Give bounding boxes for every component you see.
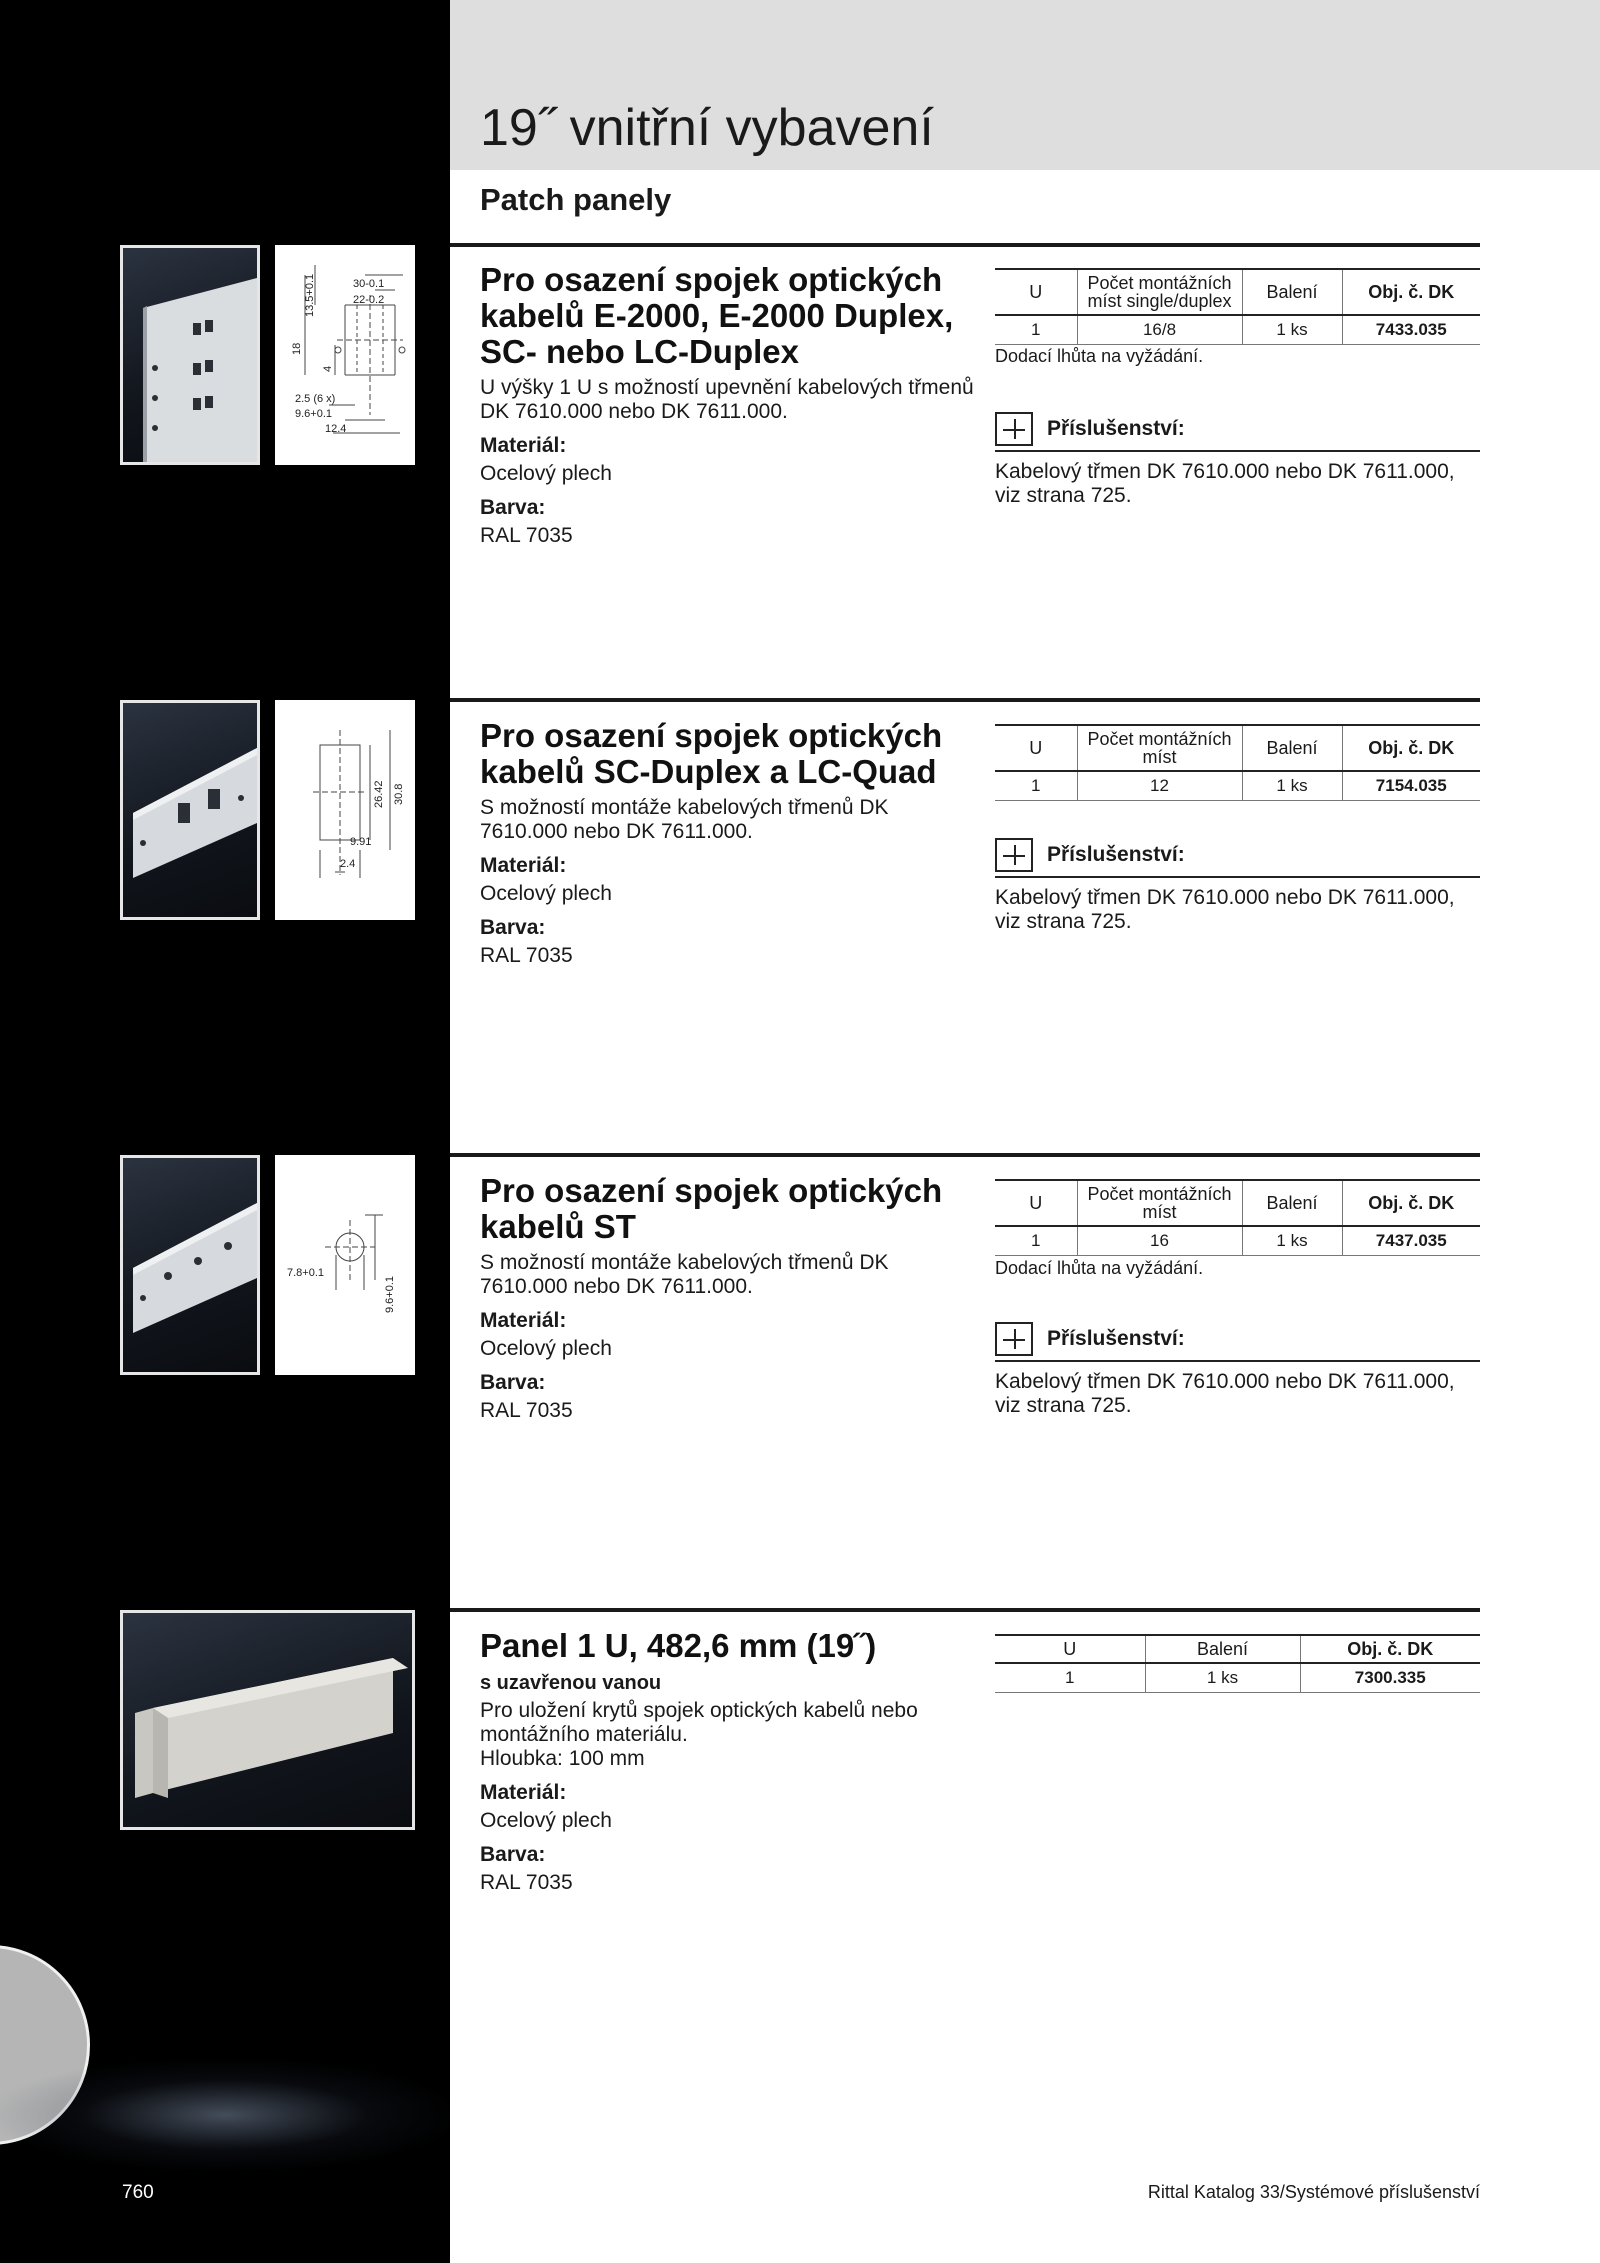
color-label: Barva:: [480, 916, 546, 939]
col-order: Obj. č. DK: [1342, 725, 1480, 771]
product-description: S možností montáže kabelových třmenů DK 7610.000 nebo DK 7611.000.: [480, 1251, 889, 1298]
dim-label: 9.91: [350, 836, 372, 848]
col-pack: Balení: [1242, 269, 1342, 315]
color-label: Barva:: [480, 496, 546, 519]
dimension-drawing-1: [275, 245, 415, 465]
decorative-glow: [0, 2060, 450, 2170]
product-2: [480, 718, 980, 968]
dim-label: 30.8: [393, 783, 405, 805]
product-title: Pro osazení spojek optických kabelů SC-Duplex a LC-Quad: [480, 717, 943, 790]
order-table-1: [995, 268, 1480, 345]
cell-pack: 1 ks: [1242, 1226, 1342, 1256]
cell-pack: 1 ks: [1242, 315, 1342, 345]
plus-icon: [995, 412, 1033, 446]
dim-label: 26.42: [373, 780, 385, 808]
cell-u: 1: [995, 1226, 1077, 1256]
col-u: U: [995, 1180, 1077, 1226]
table-row: [995, 1663, 1480, 1693]
cell-order: 7433.035: [1342, 315, 1480, 345]
accessories-label: Příslušenství:: [1047, 1327, 1185, 1350]
page-title: 19˝ vnitřní vybavení: [480, 99, 934, 157]
col-order: Obj. č. DK: [1342, 269, 1480, 315]
col-pack: Balení: [1242, 1180, 1342, 1226]
cell-count: 12: [1077, 771, 1242, 801]
cell-pack: 1 ks: [1145, 1663, 1300, 1693]
delivery-note: Dodací lhůta na vyžádání.: [995, 346, 1204, 366]
accessories-text: Kabelový třmen DK 7610.000 nebo DK 7611.000, viz strana 725.: [995, 460, 1455, 507]
product-photo-1: [120, 245, 260, 465]
product-description: Pro uložení krytů spojek optických kabelů nebo montážního materiálu.: [480, 1699, 918, 1746]
cell-u: 1: [995, 1663, 1145, 1693]
accessories-1: [995, 412, 1480, 508]
footer-catalog: Rittal Katalog 33/Systémové příslušenství: [1147, 2182, 1480, 2202]
dim-label: 22-0.2: [353, 294, 385, 306]
product-photo-2: [120, 700, 260, 920]
cell-u: 1: [995, 771, 1077, 801]
dim-label: 9.6+0.1: [295, 408, 333, 420]
order-table-2: [995, 724, 1480, 801]
cell-u: 1: [995, 315, 1077, 345]
table-row: [995, 771, 1480, 801]
col-u: U: [995, 1635, 1145, 1663]
cell-count: 16/8: [1077, 315, 1242, 345]
product-title: Pro osazení spojek optických kabelů ST: [480, 1172, 943, 1245]
accessories-text: Kabelový třmen DK 7610.000 nebo DK 7611.000, viz strana 725.: [995, 1370, 1455, 1417]
color-label: Barva:: [480, 1843, 546, 1866]
section-rule-1: [450, 243, 1480, 247]
cell-order: 7300.335: [1300, 1663, 1480, 1693]
product-3: [480, 1173, 980, 1423]
page-number: 760: [122, 2182, 154, 2203]
dimension-drawing-2: [275, 700, 415, 920]
accessories-text: Kabelový třmen DK 7610.000 nebo DK 7611.000, viz strana 725.: [995, 886, 1455, 933]
cell-order: 7437.035: [1342, 1226, 1480, 1256]
col-count: Počet montážních míst: [1077, 1180, 1242, 1226]
dim-label: 18: [291, 342, 303, 355]
cell-pack: 1 ks: [1242, 771, 1342, 801]
dimension-drawing-3: [275, 1155, 415, 1375]
section-rule-3: [450, 1153, 1480, 1157]
col-count: Počet montážních míst: [1077, 725, 1242, 771]
material-label: Materiál:: [480, 854, 567, 877]
color-value: RAL 7035: [480, 524, 573, 547]
material-value: Ocelový plech: [480, 882, 612, 905]
col-order: Obj. č. DK: [1300, 1635, 1480, 1663]
col-u: U: [995, 269, 1077, 315]
section-rule-4: [450, 1608, 1480, 1612]
product-depth: Hloubka: 100 mm: [480, 1747, 645, 1770]
dim-label: 12.4: [325, 423, 347, 435]
color-value: RAL 7035: [480, 944, 573, 967]
material-label: Materiál:: [480, 1781, 567, 1804]
dim-label: 13.5+0.1: [304, 273, 316, 317]
product-photo-3: [120, 1155, 260, 1375]
material-value: Ocelový plech: [480, 1337, 612, 1360]
col-count: Počet montážních míst single/duplex: [1077, 269, 1242, 315]
col-pack: Balení: [1145, 1635, 1300, 1663]
color-value: RAL 7035: [480, 1399, 573, 1422]
dim-label: 30-0.1: [353, 278, 385, 290]
material-value: Ocelový plech: [480, 1809, 612, 1832]
order-table-3: [995, 1179, 1480, 1256]
product-description: U výšky 1 U s možností upevnění kabelových třmenů DK 7610.000 nebo DK 7611.000.: [480, 376, 974, 423]
accessories-label: Příslušenství:: [1047, 843, 1185, 866]
accessories-3: [995, 1322, 1480, 1418]
product-title: Panel 1 U, 482,6 mm (19˝): [480, 1627, 877, 1664]
accessories-label: Příslušenství:: [1047, 417, 1185, 440]
color-value: RAL 7035: [480, 1871, 573, 1894]
dim-label: 2.5 (6 x): [295, 393, 336, 405]
accessories-2: [995, 838, 1480, 934]
order-table-4: [995, 1634, 1480, 1693]
plus-icon: [995, 838, 1033, 872]
col-u: U: [995, 725, 1077, 771]
material-value: Ocelový plech: [480, 462, 612, 485]
product-subtitle: s uzavřenou vanou: [480, 1672, 662, 1694]
section-rule-2: [450, 698, 1480, 702]
table-row: [995, 315, 1480, 345]
product-1: [480, 262, 980, 548]
dim-label: 7.8+0.1: [287, 1267, 325, 1279]
dim-label: 2.4: [340, 858, 356, 870]
plus-icon: [995, 1322, 1033, 1356]
delivery-note: Dodací lhůta na vyžádání.: [995, 1258, 1204, 1278]
product-description: S možností montáže kabelových třmenů DK 7610.000 nebo DK 7611.000.: [480, 796, 889, 843]
product-photo-4: [120, 1610, 415, 1830]
section-title: Patch panely: [480, 182, 672, 217]
product-title: Pro osazení spojek optických kabelů E-2000, E-2000 Duplex, SC- nebo LC-Duplex: [480, 261, 954, 370]
col-order: Obj. č. DK: [1342, 1180, 1480, 1226]
dim-label: 4: [322, 365, 334, 372]
color-label: Barva:: [480, 1371, 546, 1394]
dim-label: 9.6+0.1: [384, 1275, 396, 1313]
cell-order: 7154.035: [1342, 771, 1480, 801]
product-4: [480, 1628, 980, 1895]
col-pack: Balení: [1242, 725, 1342, 771]
material-label: Materiál:: [480, 1309, 567, 1332]
table-row: [995, 1226, 1480, 1256]
material-label: Materiál:: [480, 434, 567, 457]
cell-count: 16: [1077, 1226, 1242, 1256]
